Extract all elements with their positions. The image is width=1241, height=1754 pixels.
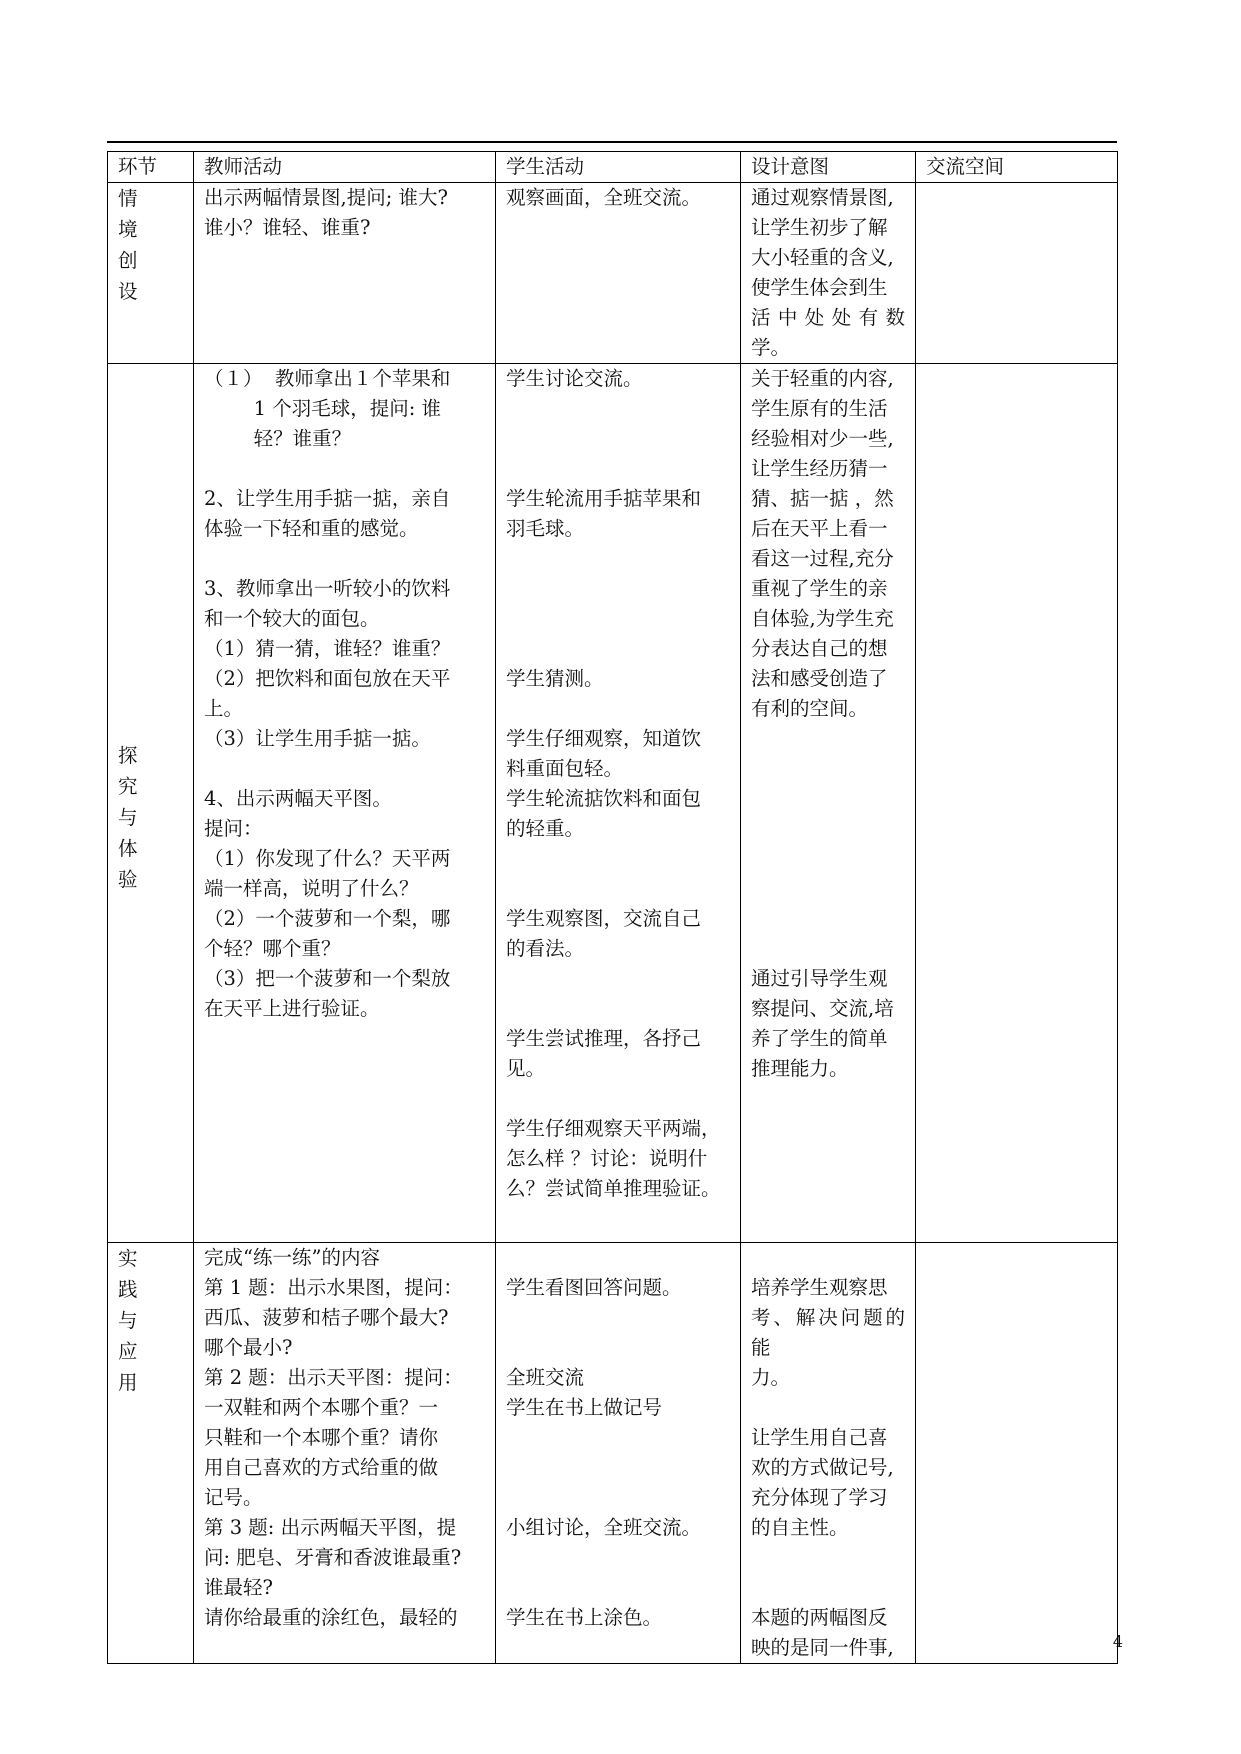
text-line: 推理能力。 [751,1057,849,1080]
text-line [204,454,485,484]
student-activity-text [506,183,730,213]
text-line: 第 3 题: 出示两幅天平图，提 [204,1516,457,1539]
text-line: 学生轮流用手掂苹果和 [506,487,702,510]
text-line [751,934,905,964]
text-line: 一双鞋和两个本哪个重？一 [204,1396,439,1419]
table-row [108,1243,1118,1664]
text-line: 分表达自己的想 [751,637,888,660]
text-line: （3）把一个菠萝和一个梨放 [204,967,451,990]
text-line [751,1573,905,1603]
text-line: 请你给最重的涂红色，最轻的 [204,1606,458,1629]
text-line: 使学生体会到生 [751,276,888,299]
page-number: 4 [1112,1632,1123,1651]
text-line [204,754,485,784]
text-line: 出示两幅情景图,提问; 谁大? [204,186,448,209]
text-line [751,904,905,934]
text-line: 和一个较大的面包。 [204,607,380,630]
text-line: （1）你发现了什么？天平两 [204,847,451,870]
text-line: 谁最轻? [204,1576,273,1599]
text-line: 通过观察情景图, [751,186,894,209]
exchange-space-cell [916,364,1118,1243]
teacher-activity-text [204,183,485,243]
text-line: （3）让学生用手掂一掂。 [204,727,431,750]
text-line [751,754,905,784]
table-header-row [108,152,1118,183]
text-line: 欢的方式做记号, [751,1456,894,1479]
text-line: 自体验,为学生充 [751,607,894,630]
text-line [506,844,730,874]
text-line: 养了学生的简单 [751,1027,888,1050]
text-line [506,454,730,484]
text-line [751,1393,905,1423]
text-line: 关于轻重的内容, [751,367,894,390]
text-line: 经验相对少一些, [751,427,894,450]
text-line [506,1084,730,1114]
table-row [108,364,1118,1243]
text-line [506,1243,730,1273]
teacher-activity-text [204,1243,485,1633]
text-line [506,964,730,994]
text-line: （2）一个菠萝和一个梨，哪 [204,907,451,930]
teacher-activity-text [204,364,485,1024]
text-line: 观察画面，全班交流。 [506,186,702,209]
text-line [751,1543,905,1573]
text-line: 的轻重。 [506,817,585,840]
text-line: 1 个羽毛球，提问: 谁 [204,397,441,420]
text-line: 在天平上进行验证。 [204,997,380,1020]
text-line: 的自主性。 [751,1516,849,1539]
teacher-activity-cell [194,364,496,1243]
header-teacher-activity: 教师活动 [194,152,496,183]
text-line: 第 1 题：出示水果图，提问： [204,1276,463,1299]
text-line: 有利的空间。 [751,697,869,720]
text-line: 问: 肥皂、牙膏和香波谁最重? [204,1546,462,1569]
text-line: 见。 [506,1057,546,1080]
header-design-intent: 设计意图 [741,152,916,183]
section-label: 探究与体验 [118,743,138,891]
text-line: 怎么样 ？讨论：说明什 [506,1147,708,1170]
text-line [506,994,730,1024]
text-line: 学生讨论交流。 [506,367,643,390]
text-line: 第 2 题：出示天平图：提问： [204,1366,463,1389]
text-line: 2、让学生用手掂一掂，亲自 [204,487,451,510]
text-line: 看这一过程,充分 [751,547,894,570]
text-line: 培养学生观察思 [751,1276,888,1299]
text-line: 学生看图回答问题。 [506,1276,682,1299]
section-cell [108,1243,194,1664]
section-label: 情境创设 [118,187,138,303]
top-rule [107,141,1117,143]
header-stage: 环节 [108,152,194,183]
text-line [204,544,485,574]
text-line: 映的是同一件事, [751,1636,894,1659]
text-line: 本题的两幅图反 [751,1606,888,1629]
text-line: 全班交流 [506,1366,585,1389]
text-line: 察提问、交流,培 [751,997,894,1020]
text-line: 记号。 [204,1486,263,1509]
teacher-activity-cell [194,1243,496,1664]
text-line: 的看法。 [506,937,585,960]
text-line [751,1243,905,1273]
exchange-space-cell [916,183,1118,364]
student-activity-cell [496,1243,741,1664]
design-intent-text [751,364,905,1084]
design-intent-text [751,183,905,363]
text-line: 学生在书上做记号 [506,1396,663,1419]
student-activity-cell [496,364,741,1243]
text-line: 让学生初步了解 [751,216,888,239]
text-line: 力。 [751,1366,791,1389]
text-line: 完成“练一练”的内容 [204,1246,380,1269]
text-line: 学生尝试推理，各抒己 [506,1027,702,1050]
text-line: 谁小？谁轻、谁重? [204,216,371,239]
header-exchange-space: 交流空间 [916,152,1118,183]
text-line [506,634,730,664]
text-line: 学生在书上涂色。 [506,1606,663,1629]
text-line: 学生仔细观察天平两端， [506,1117,721,1140]
text-line: 么？尝试简单推理验证。 [506,1177,721,1200]
teacher-activity-cell [194,183,496,364]
text-line: 轻？谁重？ [204,427,352,450]
text-line: （１） 教师拿出１个苹果和 [204,367,451,390]
text-line: 法和感受创造了 [751,667,888,690]
text-line [506,544,730,574]
text-line: 学生仔细观察，知道饮 [506,727,702,750]
text-line: 哪个最小? [204,1336,293,1359]
text-line [506,1453,730,1483]
text-line [506,1543,730,1573]
text-line: 4、出示两幅天平图。 [204,787,392,810]
student-activity-text [506,1243,730,1633]
text-line: 个轻？哪个重？ [204,937,341,960]
text-line: 学生猜测。 [506,667,604,690]
text-line: （1）猜一猜，谁轻？谁重？ [204,637,451,660]
text-line: 学生观察图，交流自己 [506,907,702,930]
text-line: 大小轻重的含义, [751,246,894,269]
design-intent-cell [741,183,916,364]
section-cell [108,364,194,1243]
text-line: 学生原有的生活 [751,397,888,420]
text-line: 提问： [204,817,263,840]
text-line [506,1423,730,1453]
text-line: 让学生用自己喜 [751,1426,888,1449]
text-line [751,784,905,814]
student-activity-text [506,364,730,1204]
exchange-space-cell [916,1243,1118,1664]
text-line: 充分体现了学习 [751,1486,888,1509]
text-line: 通过引导学生观 [751,967,888,990]
text-line: 端一样高，说明了什么？ [204,877,419,900]
text-line: 羽毛球。 [506,517,585,540]
text-line: 重视了学生的亲 [751,577,888,600]
text-line: 后在天平上看一 [751,517,888,540]
design-intent-text [751,1243,905,1663]
text-line [506,1303,730,1333]
text-line: 体验一下轻和重的感觉。 [204,517,419,540]
text-line [506,424,730,454]
lesson-plan-table [107,151,1118,1664]
design-intent-cell [741,364,916,1243]
text-line [751,844,905,874]
text-line [506,1483,730,1513]
text-line: 料重面包轻。 [506,757,624,780]
text-line: 让学生经历猜一 [751,457,888,480]
text-line: 用自己喜欢的方式给重的做 [204,1456,439,1479]
text-line: 上。 [204,697,244,720]
text-line: 小组讨论，全班交流。 [506,1516,702,1539]
text-line: 考、解决问题的能 [751,1306,905,1359]
text-line [751,724,905,754]
text-line: 活中处处有数学。 [751,306,905,359]
design-intent-cell [741,1243,916,1664]
text-line: 3、教师拿出一听较小的饮料 [204,577,451,600]
text-line [506,604,730,634]
text-line [506,1333,730,1363]
section-label: 实践与应用 [118,1247,138,1394]
section-cell [108,183,194,364]
text-line: 只鞋和一个本哪个重？请你 [204,1426,439,1449]
student-activity-cell [496,183,741,364]
text-line [751,814,905,844]
text-line: （2）把饮料和面包放在天平 [204,667,451,690]
text-line: 猜、掂一掂 ，然 [751,487,894,510]
text-line: 西瓜、菠萝和桔子哪个最大? [204,1306,449,1329]
text-line [506,694,730,724]
text-line [506,394,730,424]
text-line [506,1573,730,1603]
text-line: 学生轮流掂饮料和面包 [506,787,702,810]
text-line [506,574,730,604]
table-row [108,183,1118,364]
text-line [751,874,905,904]
text-line [506,874,730,904]
header-student-activity: 学生活动 [496,152,741,183]
